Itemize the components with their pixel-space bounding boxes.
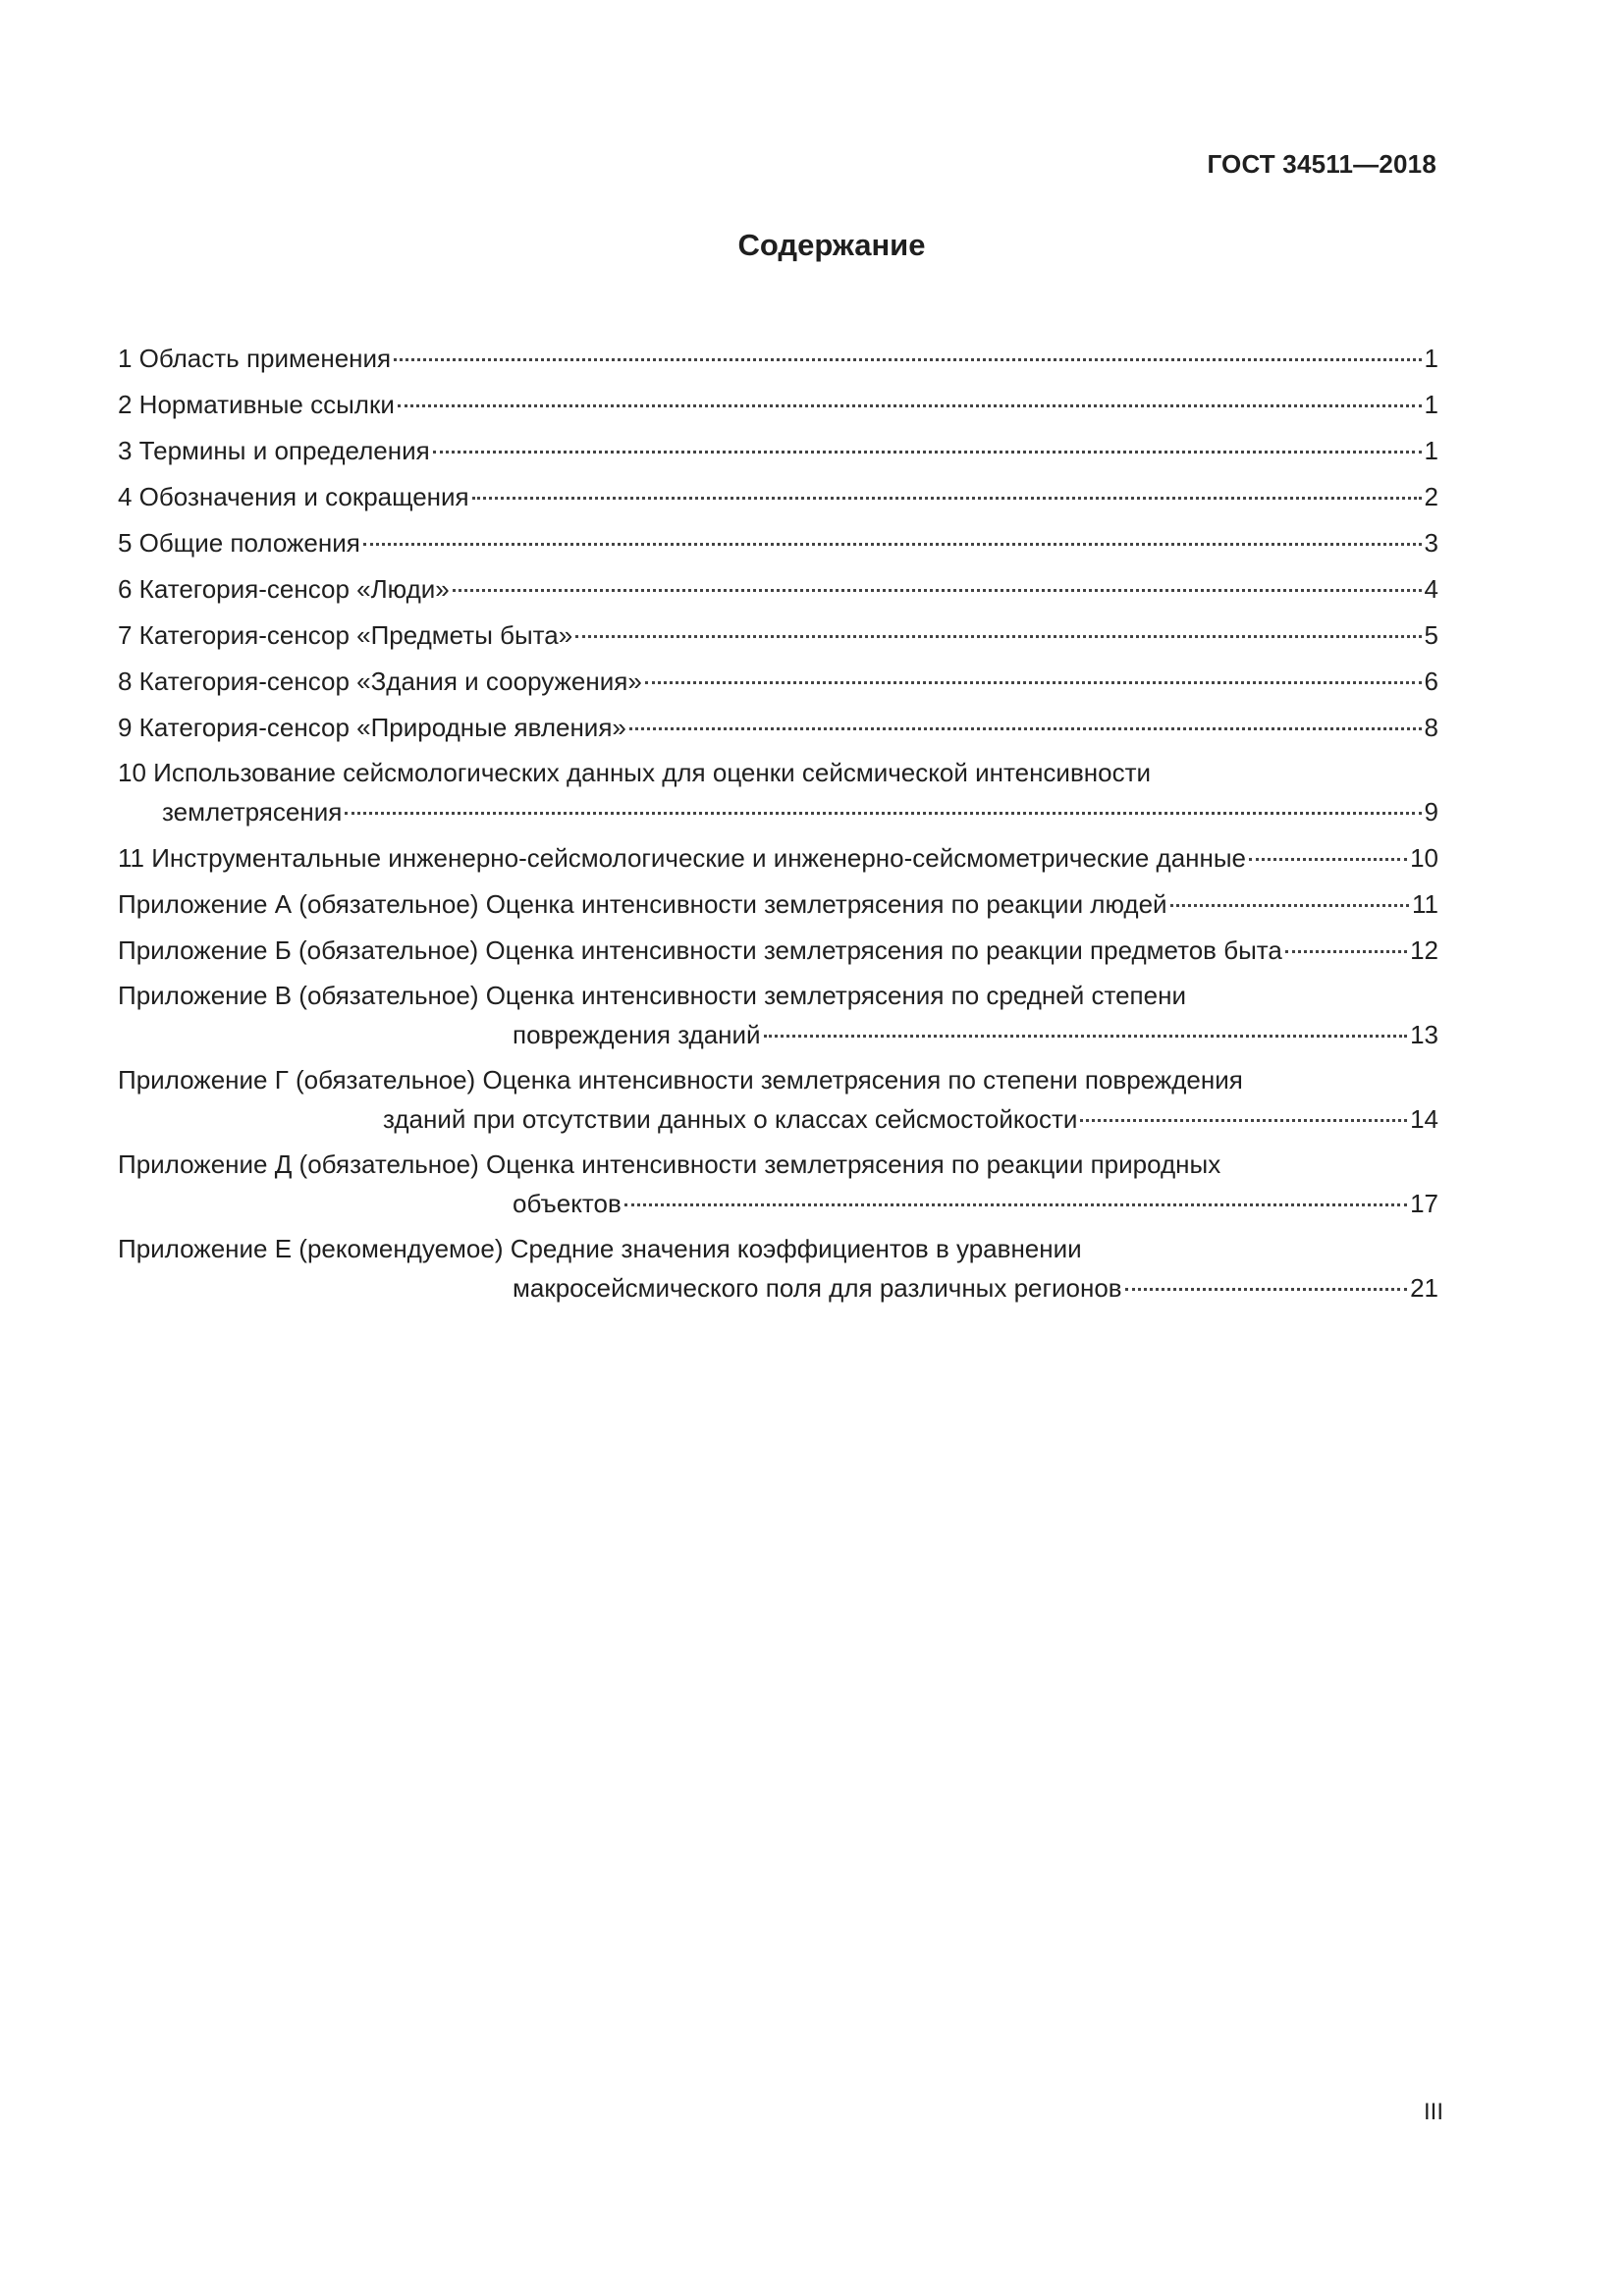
toc-entry-title: 9 Категория-сенсор «Природные явления» xyxy=(118,713,626,742)
toc-entry[interactable] xyxy=(118,431,1438,469)
dot-leader xyxy=(1125,1262,1407,1291)
toc-page-number: 13 xyxy=(1410,1020,1438,1049)
dot-leader xyxy=(575,610,1421,638)
toc-page-number: 1 xyxy=(1424,344,1438,373)
dot-leader xyxy=(624,1178,1407,1206)
toc-page-number: 11 xyxy=(1412,889,1438,919)
toc-entry-title: 4 Обозначения и сокращения xyxy=(118,482,469,511)
toc-entry[interactable] xyxy=(118,1146,1438,1222)
toc-page-number: 8 xyxy=(1424,713,1438,742)
toc-entry-title: 1 Область применения xyxy=(118,344,392,373)
toc-entry-title: 3 Термины и определения xyxy=(118,436,430,465)
toc-entry-title: 6 Категория-сенсор «Люди» xyxy=(118,574,450,604)
dot-leader xyxy=(1170,879,1409,907)
toc-entry-title: 8 Категория-сенсор «Здания и сооружения» xyxy=(118,667,642,696)
toc-entry-title: 11 Инструментальные инженерно-сейсмологические и инженерно-сейсмометрические данные xyxy=(118,843,1247,873)
toc-entry-title: 5 Общие положения xyxy=(118,528,360,558)
toc-entry[interactable] xyxy=(118,477,1438,515)
toc-entry[interactable] xyxy=(118,884,1438,923)
toc-entry[interactable] xyxy=(118,754,1438,830)
dot-leader xyxy=(433,425,1422,454)
toc-page-number: 21 xyxy=(1410,1273,1438,1303)
toc-entry[interactable] xyxy=(118,662,1438,700)
toc-entry[interactable] xyxy=(118,1061,1438,1138)
toc-entry-title: макросейсмического поля для различных регионов xyxy=(513,1273,1122,1303)
toc-entry-title: Приложение А (обязательное) Оценка интенсивности землетрясения по реакции людей xyxy=(118,889,1167,919)
toc-page-number: 5 xyxy=(1424,620,1438,650)
document-code: ГОСТ 34511—2018 xyxy=(1207,149,1436,179)
dot-leader xyxy=(394,333,1421,361)
toc-page-number: 1 xyxy=(1424,390,1438,419)
toc-entry[interactable] xyxy=(118,838,1438,877)
toc-page-number: 2 xyxy=(1424,482,1438,511)
toc-entry[interactable] xyxy=(118,523,1438,561)
toc-entry[interactable] xyxy=(118,931,1438,969)
dot-leader xyxy=(1080,1094,1407,1122)
toc-entry[interactable] xyxy=(118,977,1438,1053)
dot-leader xyxy=(629,702,1422,730)
toc-entry-title: повреждения зданий xyxy=(513,1020,761,1049)
table-of-contents xyxy=(118,339,1438,1314)
toc-page-number: 14 xyxy=(1410,1104,1438,1134)
page-number: III xyxy=(1423,2099,1443,2125)
dot-leader xyxy=(345,786,1421,815)
dot-leader xyxy=(363,517,1422,546)
toc-entry-title: Приложение Б (обязательное) Оценка интенсивности землетрясения по реакции предметов быта xyxy=(118,935,1282,965)
dot-leader xyxy=(1249,832,1407,861)
toc-entry[interactable] xyxy=(118,615,1438,654)
toc-entry[interactable] xyxy=(118,339,1438,377)
toc-entry[interactable] xyxy=(118,1230,1438,1307)
toc-page-number: 6 xyxy=(1424,667,1438,696)
toc-entry[interactable] xyxy=(118,708,1438,746)
toc-page-number: 17 xyxy=(1410,1189,1438,1218)
toc-entry-title: зданий при отсутствии данных о классах сейсмостойкости xyxy=(383,1104,1078,1134)
toc-page-number: 12 xyxy=(1410,935,1438,965)
dot-leader xyxy=(472,471,1422,500)
toc-entry-title: Приложение Д (обязательное) Оценка интенсивности землетрясения по реакции природных xyxy=(118,1149,1221,1179)
toc-page-number: 9 xyxy=(1424,797,1438,827)
dot-leader xyxy=(453,563,1422,592)
toc-entry-title: 7 Категория-сенсор «Предметы быта» xyxy=(118,620,573,650)
dot-leader xyxy=(645,656,1422,684)
toc-entry-title: 10 Использование сейсмологических данных для оценки сейсмической интенсивности xyxy=(118,758,1152,787)
dot-leader xyxy=(1285,925,1407,953)
toc-page-number: 3 xyxy=(1424,528,1438,558)
toc-entry-title: Приложение Г (обязательное) Оценка интенсивности землетрясения по степени повреждения xyxy=(118,1065,1243,1095)
toc-entry-title: объектов xyxy=(513,1189,622,1218)
toc-entry-title: 2 Нормативные ссылки xyxy=(118,390,395,419)
toc-page-number: 4 xyxy=(1424,574,1438,604)
toc-page-number: 1 xyxy=(1424,436,1438,465)
toc-entry-title: Приложение Е (рекомендуемое) Средние значения коэффициентов в уравнении xyxy=(118,1234,1082,1263)
toc-entry-title: землетрясения xyxy=(162,797,343,827)
toc-title: Содержание xyxy=(737,228,926,262)
toc-page-number: 10 xyxy=(1410,843,1438,873)
dot-leader xyxy=(398,379,1422,407)
dot-leader xyxy=(764,1009,1408,1038)
toc-entry[interactable] xyxy=(118,569,1438,608)
toc-entry-title: Приложение В (обязательное) Оценка интенсивности землетрясения по средней степени xyxy=(118,981,1186,1010)
toc-entry[interactable] xyxy=(118,385,1438,423)
